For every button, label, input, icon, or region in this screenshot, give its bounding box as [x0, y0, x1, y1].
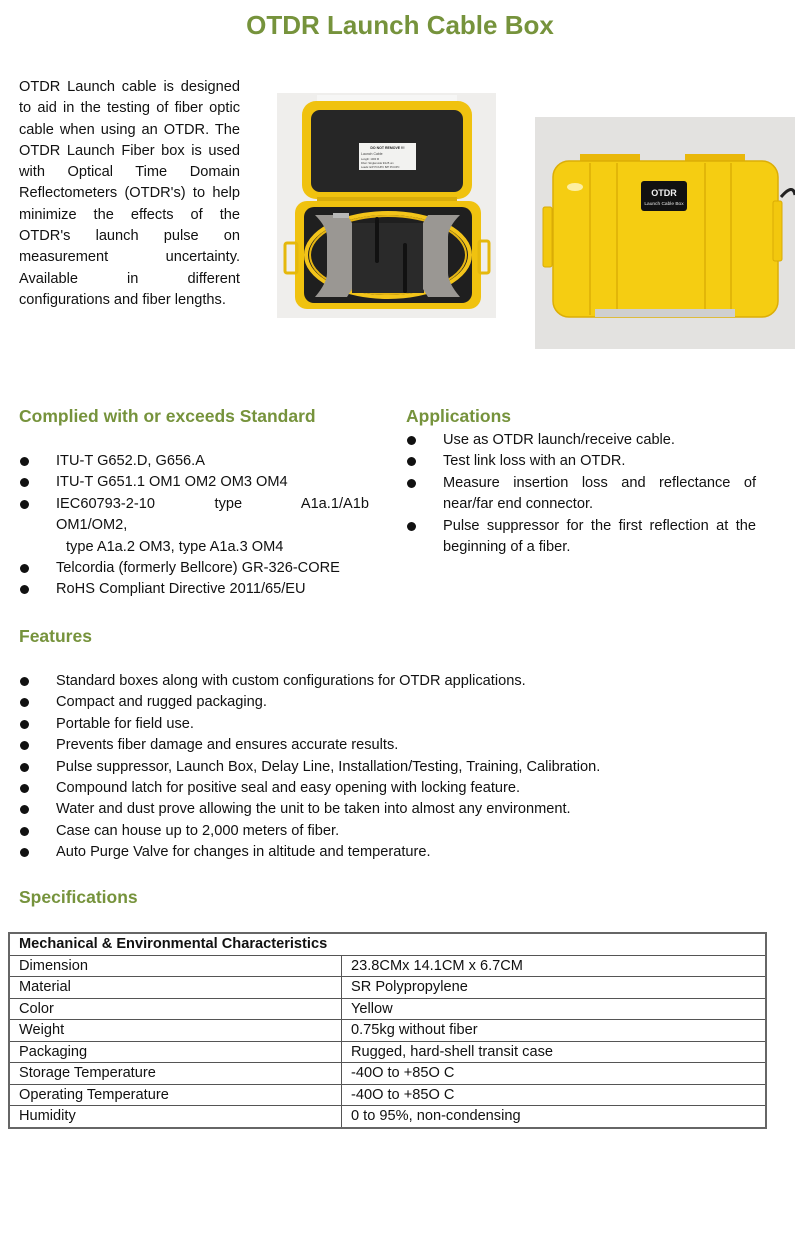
label-line4: Leads: E/P PC/UPC B/P PC/UPC — [361, 166, 400, 169]
bullet-icon — [20, 784, 29, 793]
label-line2: Length: 1000 M — [361, 158, 380, 161]
table-header-row — [9, 933, 766, 955]
list-item: Portable for field use. — [19, 714, 719, 735]
bullet-icon — [20, 763, 29, 772]
list-item: ITU-T G652.D, G656.A — [19, 451, 369, 472]
list-item: Water and dust prove allowing the unit to be taken into almost any environment. — [19, 799, 719, 820]
table-row: Operating Temperature -40O to +85O C — [9, 1084, 766, 1106]
table-row: Humidity 0 to 95%, non-condensing — [9, 1106, 766, 1128]
list-item: Pulse suppressor, Launch Box, Delay Line, Installation/Testing, Training, Calibration. — [19, 757, 719, 778]
list-item: Compact and rugged packaging. — [19, 692, 719, 713]
badge-line2: Launch Cable Box — [644, 202, 684, 207]
table-row: Packaging Rugged, hard-shell transit case — [9, 1041, 766, 1063]
page-title: OTDR Launch Cable Box — [246, 10, 554, 40]
specifications-heading: Specifications — [19, 887, 138, 907]
table-title: Mechanical & Environmental Characteristics — [9, 933, 766, 955]
closed-box-photo — [535, 117, 795, 349]
table-row: Material SR Polypropylene — [9, 977, 766, 999]
bullet-icon — [407, 522, 416, 531]
list-item: Prevents fiber damage and ensures accurate results. — [19, 735, 719, 756]
bullet-icon — [20, 698, 29, 707]
bullet-icon — [20, 677, 29, 686]
applications-heading: Applications — [406, 406, 512, 426]
list-item: Auto Purge Valve for changes in altitude and temperature. — [19, 842, 719, 863]
bullet-icon — [20, 564, 29, 573]
list-item: Case can house up to 2,000 meters of fiber. — [19, 821, 719, 842]
bullet-icon — [20, 827, 29, 836]
label-title: DO NOT REMOVE !!! — [370, 146, 405, 150]
list-item: ITU-T G651.1 OM1 OM2 OM3 OM4 — [19, 472, 369, 493]
list-item: Compound latch for positive seal and easy opening with locking feature. — [19, 778, 719, 799]
list-item: Telcordia (formerly Bellcore) GR-326-CORE — [19, 558, 369, 579]
bullet-icon — [20, 741, 29, 750]
bullet-icon — [20, 478, 29, 487]
bullet-icon — [20, 848, 29, 857]
bullet-icon — [20, 720, 29, 729]
table-row: Dimension 23.8CMx 14.1CM x 6.7CM — [9, 955, 766, 977]
standards-heading: Complied with or exceeds Standard — [19, 406, 316, 426]
list-item: RoHS Compliant Directive 2011/65/EU — [19, 579, 369, 600]
table-row: Color Yellow — [9, 998, 766, 1020]
bullet-icon — [20, 500, 29, 509]
list-item: IEC60793-2-10 type A1a.1/A1b OM1/OM2, type A1a.2 OM3, type A1a.3 OM4 — [19, 494, 369, 558]
list-item: Use as OTDR launch/receive cable. — [406, 430, 756, 451]
applications-list — [406, 430, 756, 558]
bullet-icon — [20, 805, 29, 814]
list-item: Measure insertion loss and reflectance of near/far end connector. — [406, 473, 756, 516]
label-line1: Launch Cable — [361, 152, 383, 156]
table-row: Storage Temperature -40O to +85O C — [9, 1063, 766, 1085]
bullet-icon — [20, 585, 29, 594]
table-row: Weight 0.75kg without fiber — [9, 1020, 766, 1042]
list-item: Pulse suppressor for the first reflection at the beginning of a fiber. — [406, 516, 756, 559]
list-item: Standard boxes along with custom configurations for OTDR applications. — [19, 671, 719, 692]
standards-list — [19, 451, 369, 601]
open-box-photo — [277, 93, 496, 318]
label-line3: Fiber: Singlemode 9/125 um — [361, 162, 394, 165]
bullet-icon — [407, 457, 416, 466]
features-list — [19, 671, 719, 864]
list-item: Test link loss with an OTDR. — [406, 451, 756, 472]
features-heading: Features — [19, 626, 92, 646]
intro-paragraph: OTDR Launch cable is designed to aid in the testing of fiber optic cable when using an OTDR. The OTDR Launch Fiber box is used with Optical Time Domain Reflectometers (OTDR's) to help minimize the effects of the OTDR's launch pulse on measurement uncertainty. Available in different configurations and fiber lengths. — [19, 79, 240, 308]
bullet-icon — [407, 436, 416, 445]
bullet-icon — [407, 479, 416, 488]
bullet-icon — [20, 457, 29, 466]
specifications-table — [8, 932, 767, 1129]
badge-line1: OTDR — [651, 188, 677, 198]
